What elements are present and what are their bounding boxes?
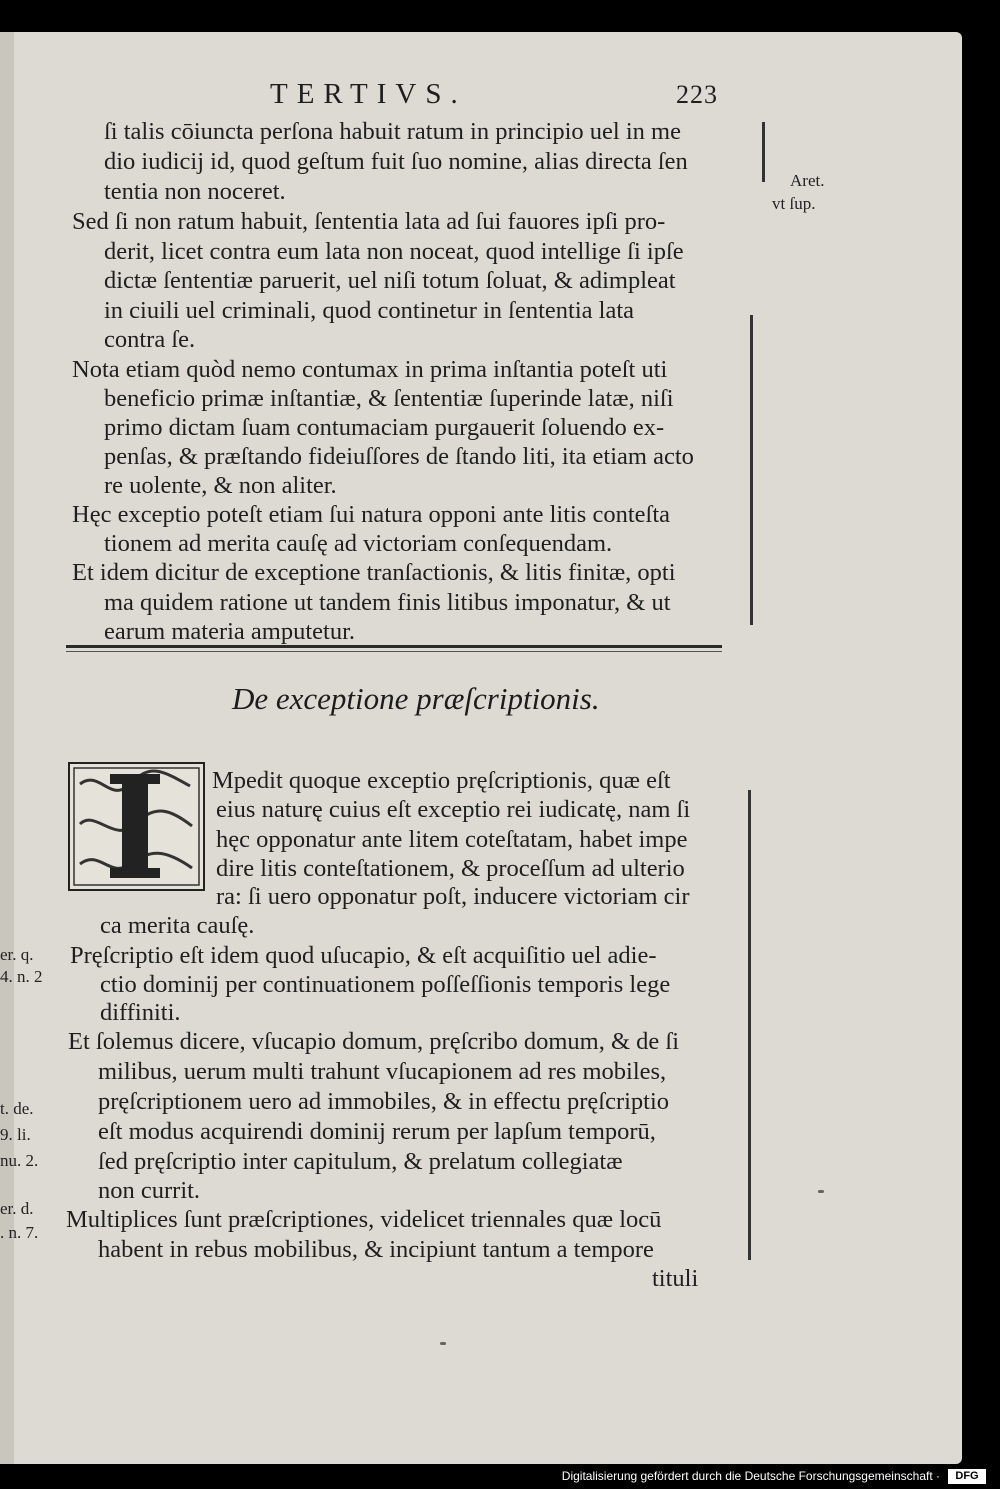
page-edge [0,32,14,1464]
text-line: Sed ſi non ratum habuit, ſententia lata ad ſui fauores ipſi pro- [72,208,666,235]
decorated-initial [68,762,205,891]
margin-note: vt ſup. [772,194,816,213]
text-line: eius naturę cuius eſt exceptio rei iudicatę, nam ſi [216,796,691,823]
text-line: ma quidem ratione ut tandem finis litibus imponatur, & ut [104,589,671,616]
text-line: ſi talis cōiuncta perſona habuit ratum in principio uel in me [104,118,681,145]
text-line: Pręſcriptio eſt idem quod uſucapio, & eſt acquiſitio uel adie- [70,942,657,969]
margin-note: . n. 7. [0,1223,39,1242]
text-line: Multiplices ſunt præſcriptiones, videlicet triennales quæ locū [66,1206,662,1233]
margin-bracket [748,790,751,1260]
text-line: habent in rebus mobilibus, & incipiunt tantum a tempore [98,1236,654,1263]
text-line: in ciuili uel criminali, quod continetur in ſententia lata [104,297,635,324]
text-line: Et ſolemus dicere, vſucapio domum, pręſcribo domum, & de ſi [68,1028,680,1055]
running-title: TERTIVS. [270,78,467,110]
footer-bar [0,1464,1000,1489]
text-line: hęc opponatur ante litem coteſtatam, habet impe [216,826,688,853]
ink-speck [440,1342,446,1345]
margin-bracket [750,315,753,625]
text-line: pręſcriptionem uero ad immobiles, & in effectu pręſcriptio [98,1088,670,1115]
text-line: dio iudicij id, quod geſtum fuit ſuo nomine, alias directa ſen [104,148,688,175]
text-line: contra ſe. [104,326,196,353]
text-line: earum materia amputetur. [104,618,356,645]
section-heading: De exceptione præſcriptionis. [232,681,600,716]
section-rule [66,651,722,652]
margin-bracket [762,122,765,182]
catchword: tituli [652,1265,699,1292]
text-line: Mpedit quoque exceptio pręſcriptionis, quæ eſt [212,767,671,794]
text-line: non currit. [98,1177,201,1204]
dfg-logo: DFG [948,1469,986,1484]
text-line: Et idem dicitur de exceptione tranſactionis, & litis finitæ, opti [72,559,676,586]
page-number: 223 [676,80,718,109]
margin-note: t. de. [0,1099,34,1118]
text-line: Hęc exceptio poteſt etiam ſui natura opponi ante litis conteſta [72,501,671,528]
text-line: beneficio primæ inſtantiæ, & ſententiæ ſuperinde latæ, niſi [104,385,674,412]
text-line: milibus, uerum multi trahunt vſucapionem ad res mobiles, [98,1058,667,1085]
margin-note: 4. n. 2 [0,967,43,986]
text-line: ſed pręſcriptio inter capitulum, & prelatum collegiatæ [98,1148,623,1175]
text-line: ra: ſi uero opponatur poſt, inducere victoriam cir [216,883,690,910]
section-rule [66,645,722,648]
text-line: derit, licet contra eum lata non noceat, quod intellige ſi ipſe [104,238,684,265]
margin-note: er. q. [0,945,34,964]
margin-note: Aret. [790,171,825,190]
text-line: dictæ ſententiæ paruerit, uel niſi totum ſoluat, & adimpleat [104,267,676,294]
text-line: tionem ad merita cauſę ad victoriam conſequendam. [104,530,613,557]
ink-speck [818,1190,824,1193]
text-line: Nota etiam quòd nemo contumax in prima inſtantia poteſt uti [72,356,668,383]
text-line: tentia non noceret. [104,178,286,205]
text-line: re uolente, & non aliter. [104,472,337,499]
text-line: dire litis conteſtationem, & proceſſum ad ulterio [216,855,685,882]
text-line: eſt modus acquirendi dominij rerum per lapſum temporū, [98,1118,656,1145]
margin-note: nu. 2. [0,1151,39,1170]
margin-note: er. d. [0,1199,34,1218]
margin-note: 9. li. [0,1125,31,1144]
text-line: diffiniti. [100,999,181,1026]
text-line: ctio dominij per continuationem poſſeſſionis temporis lege [100,971,671,998]
text-line: ca merita cauſę. [100,912,255,939]
text-line: penſas, & præſtando fideiuſſores de ſtando liti, ita etiam acto [104,443,694,470]
footer-credit: Digitalisierung gefördert durch die Deutsche Forschungsgemeinschaft · [561,1469,940,1483]
text-line: primo dictam ſuam contumaciam purgauerit ſoluendo ex- [104,414,665,441]
